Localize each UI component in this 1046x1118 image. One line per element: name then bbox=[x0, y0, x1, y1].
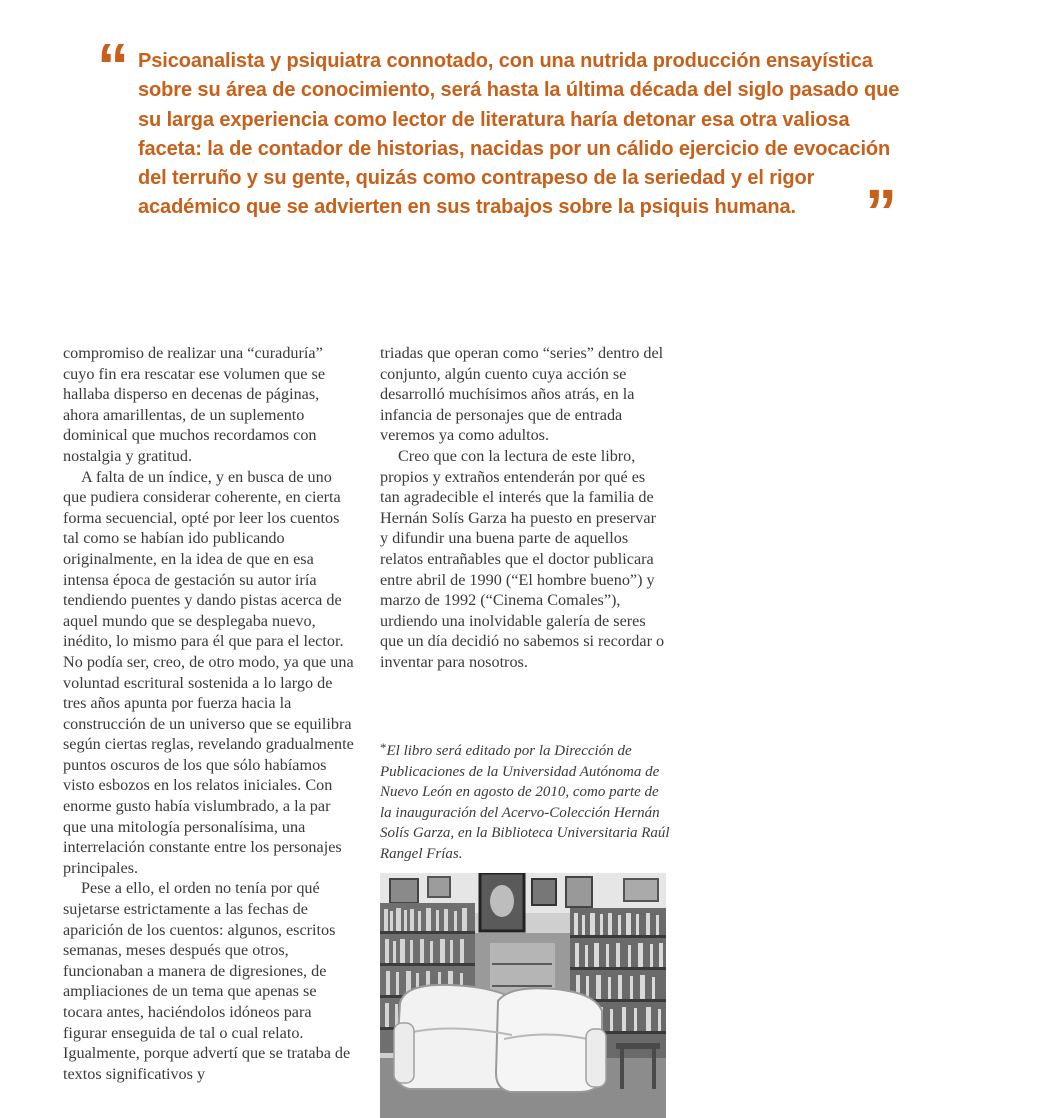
body-column-right bbox=[380, 343, 665, 673]
footnote-text: El libro será editado por la Dirección de Publicaciones de la Universidad Autónoma de Nuevo León en agosto de 2010, como parte de la inauguración del Acervo-Colección Hernán Solís Garza, en la Biblioteca Universitaria Raúl Rangel Frías. bbox=[380, 743, 670, 862]
body-column-left bbox=[63, 343, 355, 1118]
paragraph: Pese a ello, el orden no tenía por qué sujetarse estrictamente a las fechas de aparición de los cuentos: algunos, escritos semanas, meses después que otros, funcionaban a manera de digresiones, de ampliaciones de un tema que apenas se tocara antes, haciéndolos idóneos para figurar enseguida de tal o cual relato. Igualmente, porque advertí que se trataba de textos significativos y bbox=[63, 879, 351, 1083]
paragraph: triadas que operan como “series” dentro del conjunto, algún cuento cuya acción se desarrolló muchísimos años atrás, en la infancia de personajes que de entrada veremos ya como adultos. bbox=[380, 344, 664, 445]
pull-quote-text: Psicoanalista y psiquiatra connotado, con una nutrida producción ensayística sobre su área de conocimiento, será hasta la última década del siglo pasado que su larga experiencia como lector de literatura haría detonar esa otra valiosa faceta: la de contador de historias, nacidas por un cálido ejercicio de evocación del terruño y su gente, quizás como contrapeso de la seriedad y el rigor académico que se advierten en sus trabajos sobre la psiquis humana. bbox=[138, 50, 900, 219]
footnote-marker: * bbox=[380, 740, 387, 755]
open-quote-mark: “ bbox=[97, 30, 129, 102]
close-quote-mark: ” bbox=[865, 176, 897, 248]
paragraph: A falta de un índice, y en busca de uno que pudiera considerar coherente, en cierta forma secuencial, opté por leer los cuentos tal como se habían ido publicando originalmente, en la idea de que en esa intensa época de gestación su autor iría tendiendo puentes y dando pistas acerca de aquel mundo que se desplegaba nuevo, inédito, lo mismo para él que para el lector. No podía ser, creo, de otro modo, ya que una voluntad escritural sostenida a lo largo de tres años apunta por fuerza hacia la construcción de un universo que se equilibra según ciertas reglas, revelando gradualmente puntos oscuros de los que sólo habíamos visto esbozos en los relatos iniciales. Con enorme gusto había vislumbrado, a la par que una mitología personalísima, una interrelación constante entre los personajes principales. bbox=[63, 467, 354, 877]
footnote bbox=[380, 738, 670, 865]
paragraph: Creo que con la lectura de este libro, propios y extraños entenderán por qué es tan agradecible el interés que la familia de Hernán Solís Garza ha puesto en preservar y difundir una buena parte de aquellos relatos entrañables que el doctor publicara entre abril de 1990 (“El hombre bueno”) y marzo de 1992 (“Cinema Comales”), urdiendo una inolvidable galería de seres que un día decidió no sabemos si recordar o inventar para nosotros. bbox=[380, 446, 665, 671]
library-photo-illustration bbox=[380, 873, 666, 1118]
paragraph: compromiso de realizar una “curaduría” cuyo fin era rescatar ese volumen que se hallaba disperso en decenas de páginas, ahora amarillentas, de un suplemento dominical que muchos recordamos con nostalgia y gratitud. bbox=[63, 344, 326, 465]
pull-quote bbox=[97, 30, 907, 248]
library-photo bbox=[380, 873, 666, 1118]
